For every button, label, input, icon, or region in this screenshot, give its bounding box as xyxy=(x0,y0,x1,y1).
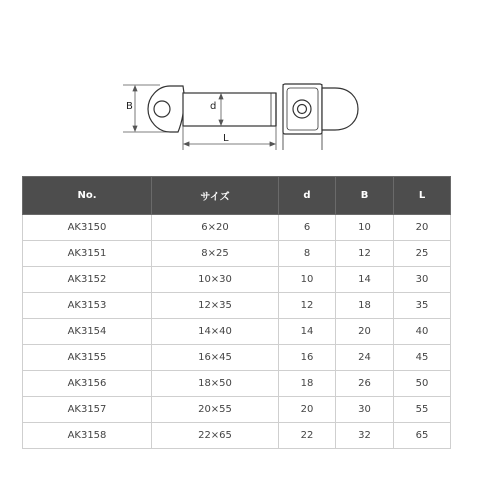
cell-b: 12 xyxy=(336,241,394,267)
pin-head xyxy=(148,86,184,132)
cell-d: 12 xyxy=(279,293,336,319)
cell-d: 8 xyxy=(279,241,336,267)
cell-d: 22 xyxy=(279,423,336,449)
cell-b: 32 xyxy=(336,423,394,449)
cell-l: 25 xyxy=(394,241,451,267)
header-l: L xyxy=(394,177,451,215)
cell-l: 40 xyxy=(394,319,451,345)
cell-b: 30 xyxy=(336,397,394,423)
cell-no: AK3151 xyxy=(23,241,152,267)
cell-d: 14 xyxy=(279,319,336,345)
cell-size: 20×55 xyxy=(152,397,279,423)
cell-no: AK3153 xyxy=(23,293,152,319)
cell-no: AK3150 xyxy=(23,215,152,241)
table-row xyxy=(23,397,451,423)
cell-b: 26 xyxy=(336,371,394,397)
spec-table-container xyxy=(22,176,450,441)
cell-size: 12×35 xyxy=(152,293,279,319)
cell-b: 14 xyxy=(336,267,394,293)
cell-b: 24 xyxy=(336,345,394,371)
header-b: B xyxy=(336,177,394,215)
label-b: B xyxy=(126,101,133,112)
cell-size: 22×65 xyxy=(152,423,279,449)
cell-l: 45 xyxy=(394,345,451,371)
cell-d: 18 xyxy=(279,371,336,397)
cell-b: 20 xyxy=(336,319,394,345)
cell-no: AK3154 xyxy=(23,319,152,345)
cell-l: 65 xyxy=(394,423,451,449)
cell-size: 10×30 xyxy=(152,267,279,293)
cell-d: 16 xyxy=(279,345,336,371)
label-d: d xyxy=(210,101,217,112)
cell-no: AK3157 xyxy=(23,397,152,423)
table-row xyxy=(23,293,451,319)
cell-d: 6 xyxy=(279,215,336,241)
header-d: d xyxy=(279,177,336,215)
cell-l: 30 xyxy=(394,267,451,293)
cell-no: AK3155 xyxy=(23,345,152,371)
cell-size: 14×40 xyxy=(152,319,279,345)
table-row xyxy=(23,267,451,293)
cell-no: AK3156 xyxy=(23,371,152,397)
cell-size: 8×25 xyxy=(152,241,279,267)
table-header-row xyxy=(23,177,451,215)
product-dimension-diagram xyxy=(0,0,480,170)
table-row xyxy=(23,371,451,397)
cell-size: 6×20 xyxy=(152,215,279,241)
table-row xyxy=(23,319,451,345)
cell-no: AK3158 xyxy=(23,423,152,449)
table-row xyxy=(23,423,451,449)
table-row xyxy=(23,241,451,267)
cell-no: AK3152 xyxy=(23,267,152,293)
cell-b: 10 xyxy=(336,215,394,241)
table-row xyxy=(23,215,451,241)
cell-d: 20 xyxy=(279,397,336,423)
header-size: サイズ xyxy=(152,177,279,215)
cell-size: 16×45 xyxy=(152,345,279,371)
cell-size: 18×50 xyxy=(152,371,279,397)
label-l: L xyxy=(223,133,229,144)
dimension-drawing xyxy=(0,0,480,170)
cell-l: 50 xyxy=(394,371,451,397)
cell-l: 35 xyxy=(394,293,451,319)
pin-shaft xyxy=(183,93,276,126)
header-no: No. xyxy=(23,177,152,215)
l-dimension-line xyxy=(183,126,276,150)
cell-b: 18 xyxy=(336,293,394,319)
cell-l: 55 xyxy=(394,397,451,423)
pin-end-fitting xyxy=(283,84,358,150)
spec-table xyxy=(22,176,451,449)
cell-l: 20 xyxy=(394,215,451,241)
cell-d: 10 xyxy=(279,267,336,293)
table-row xyxy=(23,345,451,371)
